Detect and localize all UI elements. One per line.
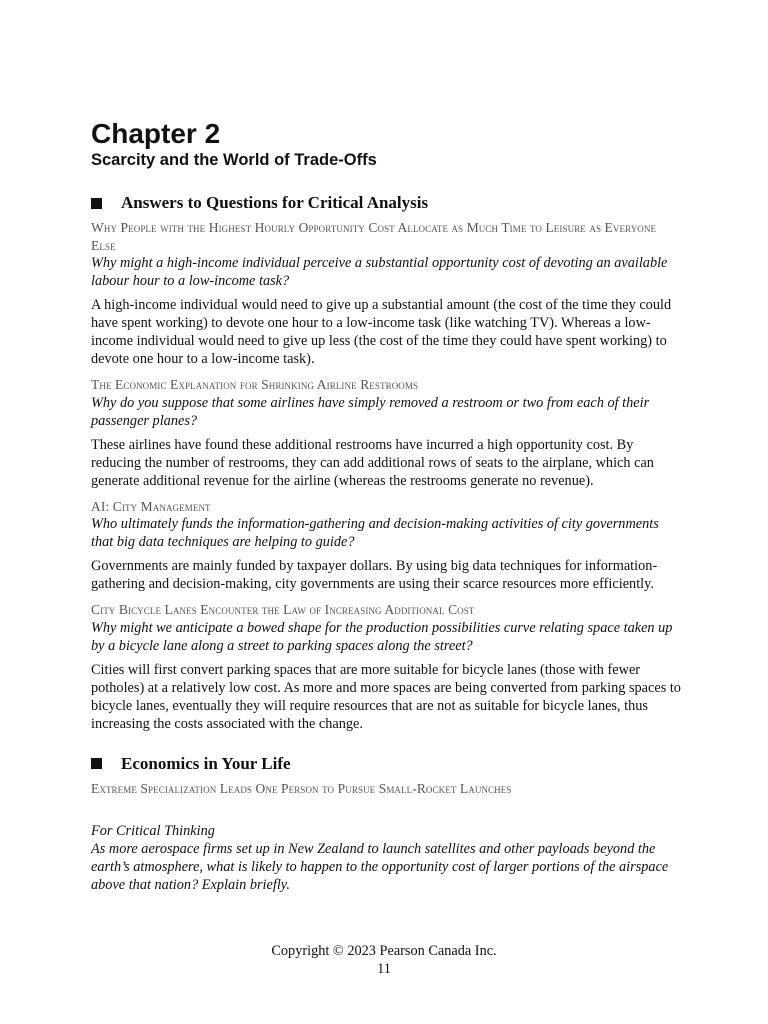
section-heading-text: Answers to Questions for Critical Analysis <box>121 193 429 212</box>
qa-item <box>91 219 681 368</box>
answer-text: Cities will first convert parking spaces that are more suitable for bicycle lanes (those with fewer potholes) at a relatively low cost. As more and more spaces are being converted from parking spaces to bicycle lanes, eventually they will require resources that are not as suitable for bicycle lanes, thus increasing the costs associated with the change. <box>91 661 681 732</box>
question-text: Why might we anticipate a bowed shape for the production possibilities curve relating space taken up by a bicycle lane along a street to parking spaces along the street? <box>91 619 673 654</box>
topic-heading: Extreme Specialization Leads One Person to Pursue Small-Rocket Launches <box>91 780 512 796</box>
topic-heading: The Economic Explanation for Shrinking Airline Restrooms <box>91 377 419 392</box>
chapter-title: Chapter 2 <box>91 118 221 149</box>
topic-heading: AI: City Management <box>91 498 211 514</box>
page-content <box>91 118 681 894</box>
topic-heading: City Bicycle Lanes Encounter the Law of Increasing Additional Cost <box>91 602 475 617</box>
critical-thinking-question: As more aerospace firms set up in New Zealand to launch satellites and other payloads beyond the earth’s atmosphere, what is likely to happen to the opportunity cost of larger portions of the airspace above that nation? Explain briefly. <box>91 841 669 893</box>
answer-text: These airlines have found these additional restrooms have incurred a high opportunity cost. By reducing the number of restrooms, they can add additional rows of seats to the airplane, which can generate additional revenue for the airline (whereas the restrooms generate no revenue). <box>91 436 654 489</box>
page-footer <box>0 942 768 978</box>
page-number: 11 <box>377 961 391 977</box>
section-heading-text: Economics in Your Life <box>121 753 291 773</box>
square-bullet-icon <box>91 758 102 769</box>
chapter-subtitle: Scarcity and the World of Trade-Offs <box>91 151 377 169</box>
section-heading-critical-analysis <box>91 192 681 214</box>
qa-item <box>91 376 681 490</box>
section-heading-economics-in-your-life <box>91 753 681 775</box>
question-text: Why do you suppose that some airlines have simply removed a restroom or two from each of their passenger planes? <box>91 394 650 429</box>
qa-item <box>91 498 681 594</box>
answer-text: Governments are mainly funded by taxpayer dollars. By using big data techniques for information-gathering and decision-making, city governments are using their scarce resources more efficiently. <box>91 558 658 592</box>
critical-thinking-label: For Critical Thinking <box>91 823 215 839</box>
question-text: Who ultimately funds the information-gathering and decision-making activities of city governments that big data techniques are helping to guide? <box>91 516 659 550</box>
qa-item <box>91 601 681 733</box>
answer-text: A high-income individual would need to give up a substantial amount (the cost of the time they could have spent working) to devote one hour to a low-income task (like watching TV). Whereas a low-income individual would need to give up less (the cost of the time they could have spent working) to devote one hour to a low-income task). <box>91 297 672 367</box>
question-text: Why might a high-income individual perceive a substantial opportunity cost of devoting an available labour hour to a low-income task? <box>91 255 668 289</box>
copyright-text: Copyright © 2023 Pearson Canada Inc. <box>271 943 497 959</box>
topic-heading: Why People with the Highest Hourly Opportunity Cost Allocate as Much Time to Leisure as Everyone Else <box>91 220 657 253</box>
square-bullet-icon <box>91 198 102 209</box>
